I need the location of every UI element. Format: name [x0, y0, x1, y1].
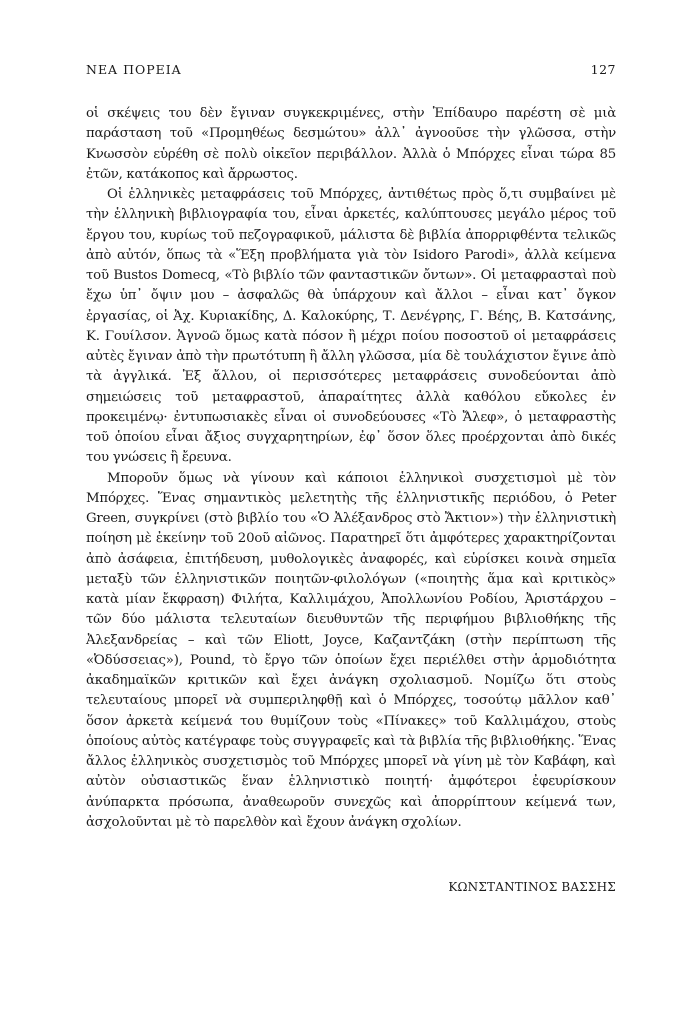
paragraph-continuation: οἱ σκέψεις του δὲν ἔγιναν συγκεκριμένες, στὴν Ἐπίδαυρο παρέστη σὲ μιὰ παράσταση τοῦ «Προμηθέως δεσμώτου» ἀλλ᾽ ἀγνοοῦσε τὴν γλῶσσα, στὴν Κνωσσὸν εὑρέθη σὲ πολὺ οἰκεῖον περιβάλλον. Ἀλλὰ ὁ Μπόρχες εἶναι τώρα 85 ἐτῶν, κατάκοπος καὶ ἄρρωστος.: [86, 106, 616, 182]
author-signature: ΚΩΝΣΤΑΝΤΙΝΟΣ ΒΑΣΣΗΣ: [448, 880, 616, 894]
journal-title: ΝΕΑ ΠΟΡΕΙΑ: [86, 62, 182, 77]
paragraph-translations: Οἱ ἑλληνικὲς μεταφράσεις τοῦ Μπόρχες, ἀντιθέτως πρὸς ὅ,τι συμβαίνει μὲ τὴν ἑλληνικὴ βιβλιογραφία του, εἶναι ἀρκετές, καλύπτουσες μεγάλο μέρος τοῦ ἔργου του, κυρίως τοῦ πεζογραφικοῦ, μάλιστα δὲ βιβλία ἀπορριφθέντα τελικῶς ἀπὸ αὐτόν, ὅπως τὰ «Ἕξη προβλήματα γιὰ τὸν Isidoro Parodi», ἀλλὰ κείμενα τοῦ Bustos Domecq, «Τὸ βιβλίο τῶν φανταστικῶν ὄντων». Οἱ μεταφρασταὶ ποὺ ἔχω ὑπ᾽ ὄψιν μου – ἀσφαλῶς θὰ ὑπάρχουν καὶ ἄλλοι – εἶναι κατ᾽ ὄγκον ἐργασίας, οἱ Ἀχ. Κυριακίδης, Δ. Καλοκύρης, Τ. Δενέγρης, Γ. Βέης, Β. Κατσάνης, Κ. Γουίλσον. Ἀγνοῶ ὅμως κατὰ πόσον ἢ μέχρι ποίου ποσοστοῦ οἱ μεταφράσεις αὐτὲς ἔγιναν ἀπὸ τὴν πρωτότυπη ἢ ἄλλη γλῶσσα, μία δὲ τουλάχιστον ἔγινε ἀπὸ τὰ ἀγγλικά. Ἐξ ἄλλου, οἱ περισσότερες μεταφράσεις συνοδεύονται ἀπὸ σημειώσεις τοῦ μεταφραστοῦ, ἀπαραίτητες ἀλλὰ καθόλου εὔκολες ἐν προκειμένῳ· ἐντυπωσιακὲς εἶναι οἱ συνοδεύουσες «Τὸ Ἄλεφ», ὁ μεταφραστὴς τοῦ ὁποίου εἶναι ἄξιος συγχαρητηρίων, ἐφ᾽ ὅσον ὅλες προέρχονται ἀπὸ δικές του γνώσεις ἢ ἔρευνα.: [86, 187, 616, 466]
article-body: [86, 104, 616, 833]
page-number: 127: [590, 62, 616, 77]
running-head: [86, 62, 616, 82]
paragraph-greek-correlations: Μποροῦν ὅμως νὰ γίνουν καὶ κάποιοι ἑλληνικοὶ συσχετισμοὶ μὲ τὸν Μπόρχες. Ἕνας σημαντικὸς μελετητὴς τῆς ἑλληνιστικῆς περιόδου, ὁ Peter Green, συγκρίνει (στὸ βιβλίο του «Ὁ Ἀλέξανδρος στὸ Ἄκτιον») τὴν ἑλληνιστικὴ ποίηση μὲ ἐκείνην τοῦ 20οῦ αἰῶνος. Παρατηρεῖ ὅτι ἀμφότερες χαρακτηρίζονται ἀπὸ ἀσάφεια, ἐπιτήδευση, μυθολογικὲς ἀναφορές, καὶ εὑρίσκει κοινὰ σημεῖα μεταξὺ τῶν ἑλληνιστικῶν ποιητῶν-φιλολόγων («ποιητὴς ἅμα καὶ κριτικὸς» κατὰ μίαν ἔκφραση) Φιλήτα, Καλλιμάχου, Ἀπολλωνίου Ροδίου, Ἀριστάρχου – τῶν δύο μάλιστα τελευταίων διευθυντῶν τῆς περιφήμου βιβλιοθήκης τῆς Ἀλεξανδρείας – καὶ τῶν Eliott, Joyce, Καζαντζάκη (στὴν περίπτωση τῆς «Ὀδύσσειας»), Pound, τὸ ἔργο τῶν ὁποίων ἔχει περιέλθει στὴν ἁρμοδιότητα ἀκαδημαϊκῶν κριτικῶν καὶ ἔχει ἀνάγκη σχολιασμοῦ. Νομίζω ὅτι στοὺς τελευταίους μπορεῖ νὰ συμπεριληφθῇ καὶ ὁ Μπόρχες, τοσούτῳ μᾶλλον καθ᾽ ὅσον ἀρκετὰ κείμενά του θυμίζουν τοὺς «Πίνακες» τοῦ Καλλιμάχου, στοὺς ὁποίους αὐτὸς κατέγραφε τοὺς συγγραφεῖς καὶ τὰ βιβλία τῆς βιβλιοθήκης. Ἕνας ἄλλος ἑλληνικὸς συσχετισμὸς τοῦ Μπόρχες μπορεῖ νὰ γίνη μὲ τὸν Καβάφη, καὶ αὐτὸν οὐσιαστικῶς ἕναν ἑλληνιστικὸ ποιητή· ἀμφότεροι ἐφευρίσκουν ἀνύπαρκτα πρόσωπα, ἀναθεωροῦν συνεχῶς καὶ ἀπορρίπτουν κείμενά των, ἀσχολοῦνται μὲ τὸ παρελθὸν καὶ ἔχουν ἀνάγκη σχολίων.: [86, 470, 616, 830]
